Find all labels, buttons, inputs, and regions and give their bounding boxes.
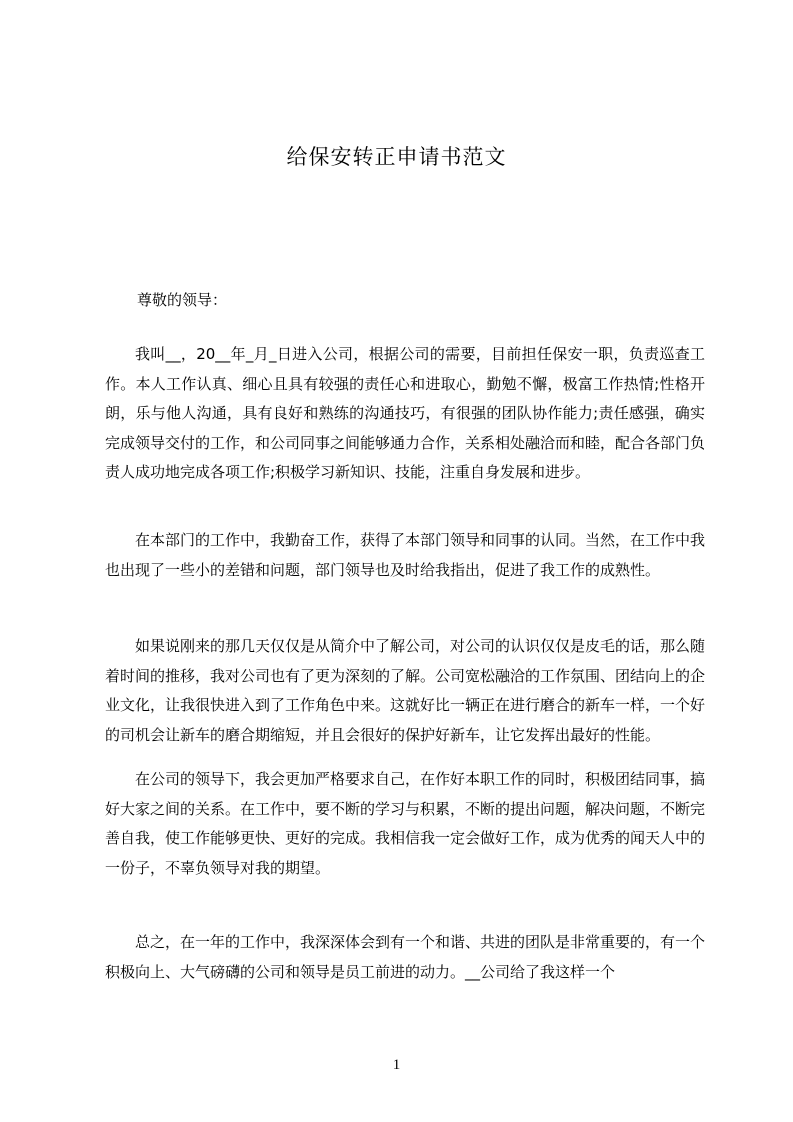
document-title: 给保安转正申请书范文 (286, 145, 507, 169)
paragraph-summary: 总之，在一年的工作中，我深深体会到有一个和谐、共进的团队是非常重要的，有一个积极向上、大气磅礴的公司和领导是员工前进的动力。__公司给了我这样一个 (105, 933, 706, 981)
paragraph-department-work: 在本部门的工作中，我勤奋工作，获得了本部门领导和同事的认同。当然，在工作中我也出现了一些小的差错和问题，部门领导也及时给我指出，促进了我工作的成熟性。 (105, 531, 706, 579)
paragraph-company-understanding: 如果说刚来的那几天仅仅是从简介中了解公司，对公司的认识仅仅是皮毛的话，那么随着时间的推移，我对公司也有了更为深刻的了解。公司宽松融洽的工作氛围、团结向上的企业文化，让我很快进入到了工作角色中来。这就好比一辆正在进行磨合的新车一样，一个好的司机会让新车的磨合期缩短，并且会很好的保护好新车，让它发挥出最好的性能。 (105, 637, 706, 744)
salutation: 尊敬的领导： (137, 291, 228, 309)
paragraph-future-commitment: 在公司的领导下，我会更加严格要求自己，在作好本职工作的同时，积极团结同事，搞好大家之间的关系。在工作中，要不断的学习与积累，不断的提出问题，解决问题，不断完善自我，使工作能够更快、更好的完成。我相信我一定会做好工作，成为优秀的闻天人中的一份子，不辜负领导对我的期望。 (105, 770, 706, 877)
page-number: 1 (392, 1057, 401, 1073)
paragraph-introduction: 我叫__，20__年_月_日进入公司，根据公司的需要，目前担任保安一职，负责巡查工作。本人工作认真、细心且具有较强的责任心和进取心，勤勉不懈，极富工作热情;性格开朗，乐与他人沟通，具有良好和熟练的沟通技巧，有很强的团队协作能力;责任感强，确实完成领导交付的工作，和公司同事之间能够通力合作，关系相处融洽而和睦，配合各部门负责人成功地完成各项工作;积极学习新知识、技能，注重自身发展和进步。 (105, 345, 706, 481)
